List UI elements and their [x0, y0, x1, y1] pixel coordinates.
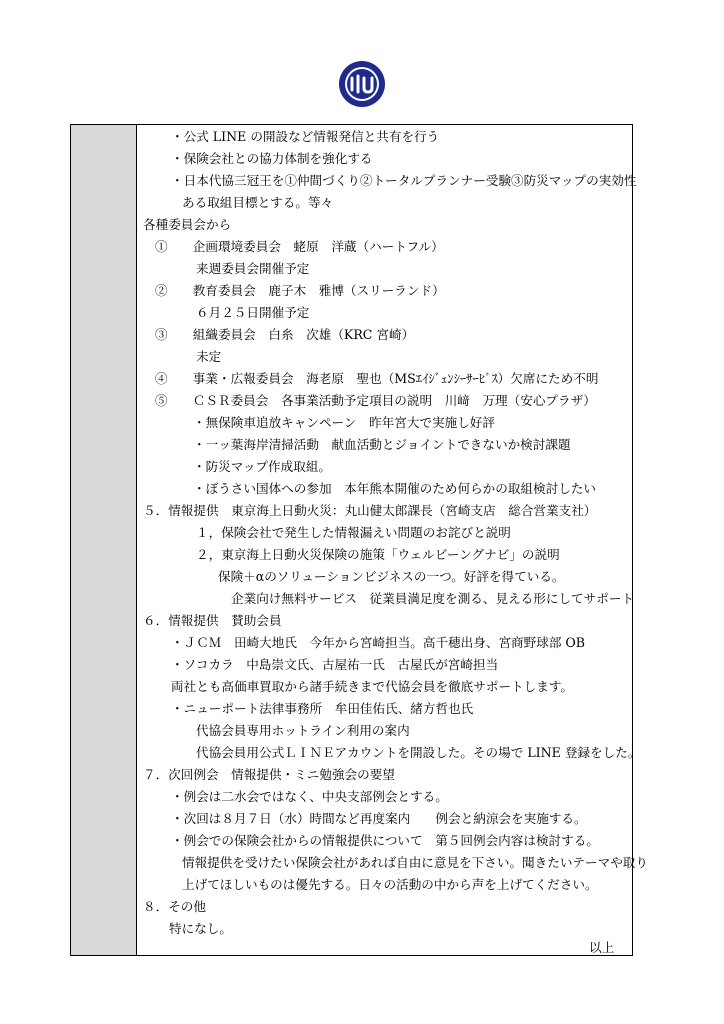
text-line: １，保険会社で発生した情報漏えい問題のお詫びと説明 [196, 525, 511, 540]
text-line: ・例会は二水会ではなく、中央支部例会とする。 [171, 789, 448, 804]
text-line: ⑤ ＣＳＲ委員会 各事業活動予定項目の説明 川﨑 万理（安心プラザ） [155, 393, 596, 408]
text-line: ・ソコカラ 中島崇文氏、古屋祐一氏 古屋氏が宮崎担当 [171, 657, 499, 672]
section-heading: ６．情報提供 賛助会員 [143, 613, 282, 628]
label-column [71, 125, 137, 955]
closing-text: 以上 [589, 940, 615, 955]
text-line: ・ニューポート法律事務所 牟田佳佑氏、緒方哲也氏 [171, 701, 474, 716]
text-line: 代協会員用公式ＬＩＮＥアカウントを開設した。その場で LINE 登録をした。 [196, 745, 641, 760]
minutes-content [141, 125, 648, 955]
text-line: ③ 組織委員会 白糸 次雄（KRC 宮崎） [155, 327, 415, 342]
text-line: ・日本代協三冠王を①仲間づくり②トータルプランナー受験③防災マップの実効性 [171, 173, 637, 188]
association-logo [338, 60, 386, 108]
text-line: ６月２５日開催予定 [196, 305, 310, 320]
text-line: 企業向け無料サービス 従業員満足度を測る、見える形にしてサポート [231, 591, 634, 606]
text-line: ④ 事業・広報委員会 海老原 聖也（MSｴｲｼﾞｪﾝｼｰｻｰﾋﾞｽ）欠席にため不明 [155, 371, 599, 386]
text-line: ２，東京海上日動火災保険の施策「ウェルビーングナビ」の説明 [196, 547, 560, 562]
text-line: ・一ッ葉海岸清掃活動 献血活動とジョイントできないか検討課題 [193, 437, 571, 452]
text-line: ・ＪＣＭ 田崎大地氏 今年から宮崎担当。高千穂出身、宮商野球部 OB [171, 635, 585, 650]
text-line: ・保険会社との協力体制を強化する [171, 151, 373, 166]
text-line: ある取組目標とする。等々 [182, 195, 334, 210]
text-line: ・防災マップ作成取組。 [193, 459, 332, 474]
text-line: 特になし。 [169, 921, 232, 936]
text-line: 来週委員会開催予定 [196, 261, 310, 276]
section-heading: ７．次回例会 情報提供・ミニ勉強会の要望 [143, 767, 395, 782]
section-heading: 各種委員会から [143, 217, 232, 232]
text-line: ・ぼうさい国体への参加 本年熊本開催のため何らかの取組検討したい [193, 481, 596, 496]
section-heading: ８．その他 [143, 899, 206, 914]
text-line: ・例会での保険会社からの情報提供について 第５回例会内容は検討する。 [171, 833, 599, 848]
text-line: 情報提供を受けたい保険会社があれば自由に意見を下さい。聞きたいテーマや取り [182, 855, 648, 870]
text-line: 未定 [196, 349, 222, 364]
text-line: ・公式 LINE の開設など情報発信と共有を行う [171, 129, 440, 144]
text-line: ② 教育委員会 鹿子木 雅博（スリーランド） [155, 283, 445, 298]
minutes-table [70, 124, 648, 956]
text-line: ・無保険車追放キャンペーン 昨年宮大で実施し好評 [193, 415, 495, 430]
section-heading: ５．情報提供 東京海上日動火災：丸山健太郎課長（宮崎支店 総合営業支社） [143, 503, 597, 518]
text-line: 代協会員専用ホットライン利用の案内 [196, 723, 410, 738]
text-line: 両社とも高価車買取から諸手続きまで代協会員を徹底サポートします。 [171, 679, 573, 694]
text-line: ① 企画環境委員会 蛯原 洋蔵（ハートフル） [155, 239, 444, 254]
text-line: 上げてほしいものは優先する。日々の活動の中から声を上げてください。 [182, 877, 598, 892]
text-line: ・次回は８月７日（水）時間など再度案内 例会と納涼会を実施する。 [171, 811, 587, 826]
text-line: 保険＋αのソリューションビジネスの一つ。好評を得ている。 [218, 569, 565, 584]
